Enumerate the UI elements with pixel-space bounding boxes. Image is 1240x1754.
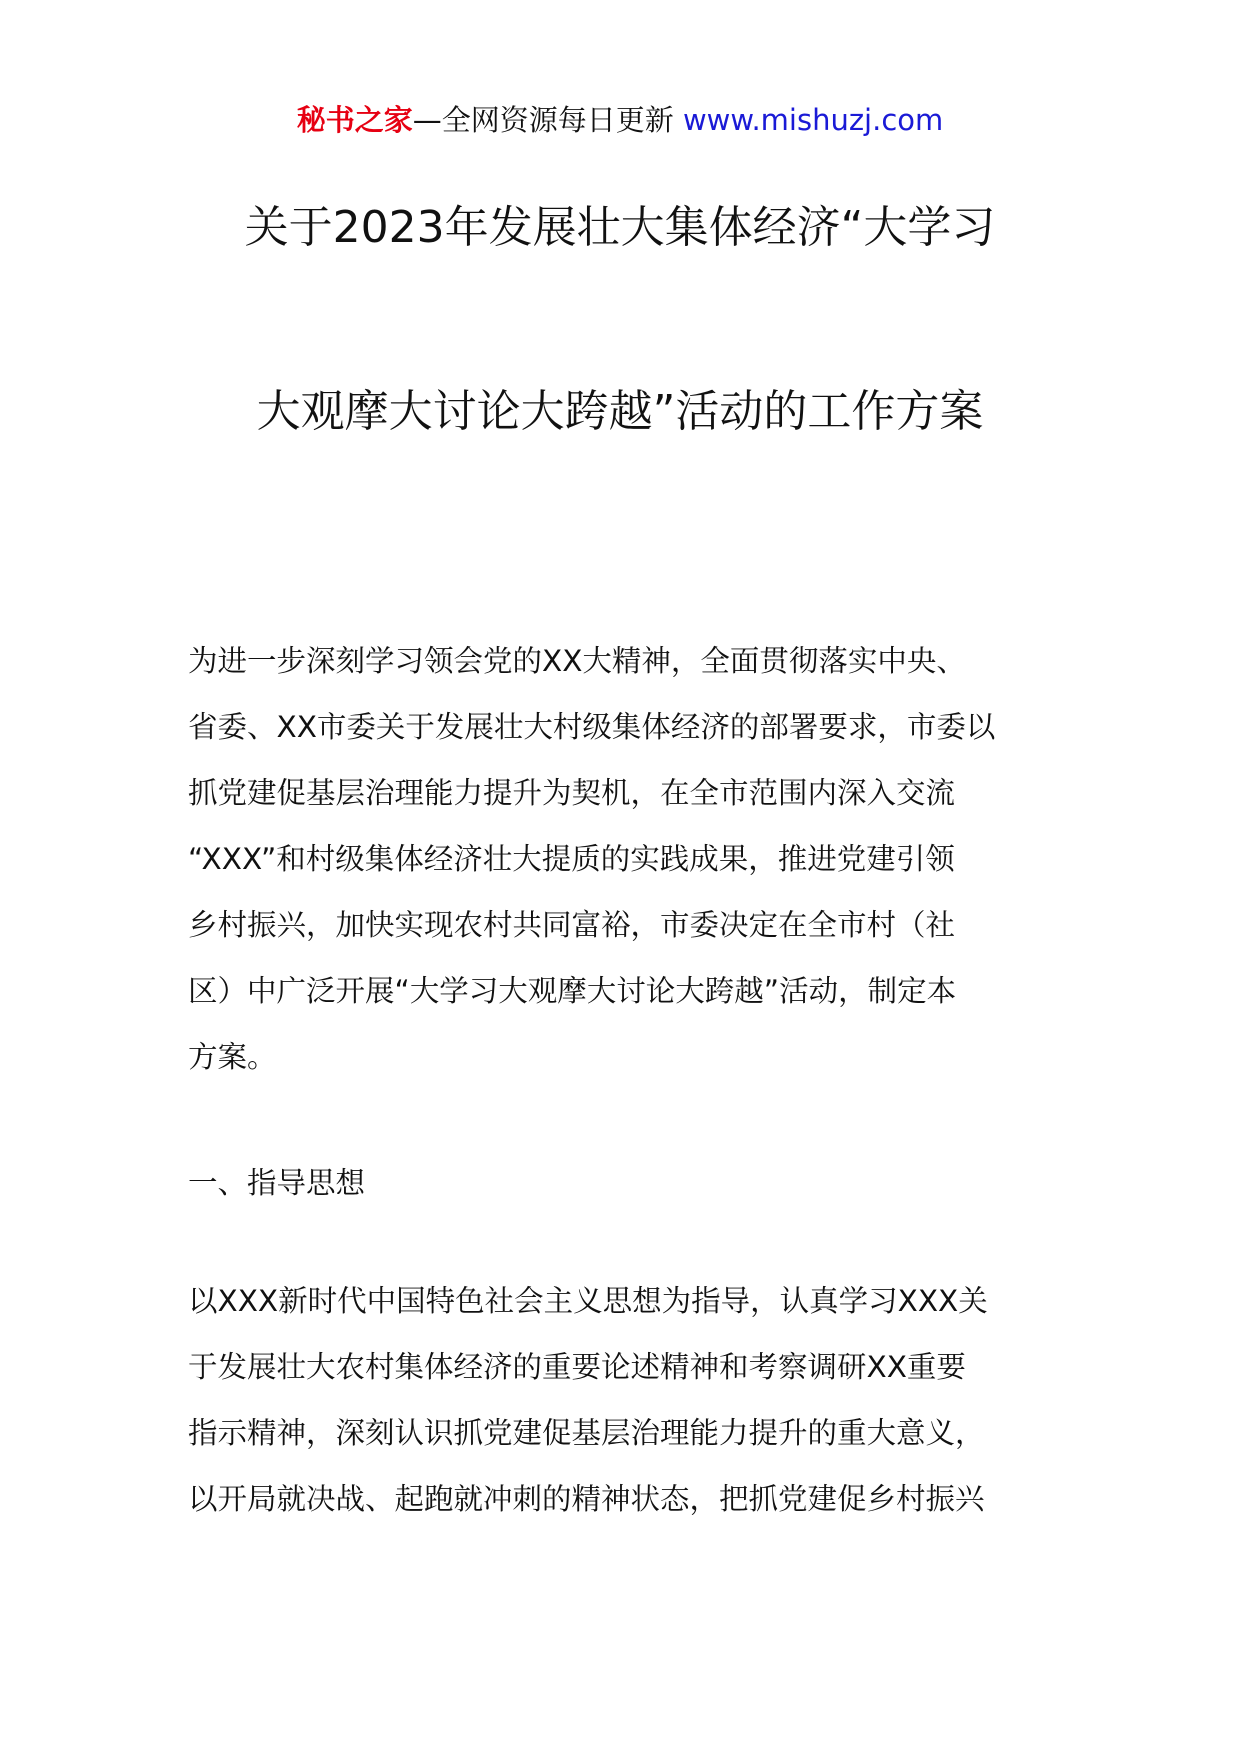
section-heading: 一、指导思想	[188, 1166, 366, 1200]
intro-paragraph	[188, 628, 995, 1090]
paragraph-line: 以XXX新时代中国特色社会主义思想为指导，认真学习XXX关	[188, 1284, 988, 1318]
paragraph-line: 乡村振兴，加快实现农村共同富裕，市委决定在全市村（社	[188, 908, 956, 942]
paragraph-line: 抓党建促基层治理能力提升为契机，在全市范围内深入交流	[188, 776, 956, 810]
brand-name: 秘书之家	[296, 103, 413, 137]
site-header	[0, 100, 1240, 140]
document-title-line-2: 大观摩大讨论大跨越”活动的工作方案	[256, 386, 984, 437]
paragraph-line: 方案。	[188, 1040, 277, 1074]
paragraph-line: “XXX”和村级集体经济壮大提质的实践成果，推进党建引领	[188, 842, 955, 876]
paragraph-line: 省委、XX市委关于发展壮大村级集体经济的部署要求，市委以	[188, 710, 996, 744]
document-title-line-1: 关于2023年发展壮大集体经济“大学习	[244, 202, 996, 253]
paragraph-line: 于发展壮大农村集体经济的重要论述精神和考察调研XX重要	[188, 1350, 966, 1384]
paragraph-line: 指示精神，深刻认识抓党建促基层治理能力提升的重大意义，	[188, 1416, 985, 1450]
paragraph-line: 以开局就决战、起跑就冲刺的精神状态，把抓党建促乡村振兴	[188, 1482, 985, 1516]
paragraph-line: 区）中广泛开展“大学习大观摩大讨论大跨越”活动，制定本	[188, 974, 957, 1008]
site-url-link[interactable]: www.mishuzj.com	[682, 103, 944, 137]
paragraph-line: 为进一步深刻学习领会党的XX大精神，全面贯彻落实中央、	[188, 644, 966, 678]
site-tagline: —全网资源每日更新	[412, 103, 683, 137]
guiding-thought-paragraph	[188, 1268, 988, 1532]
